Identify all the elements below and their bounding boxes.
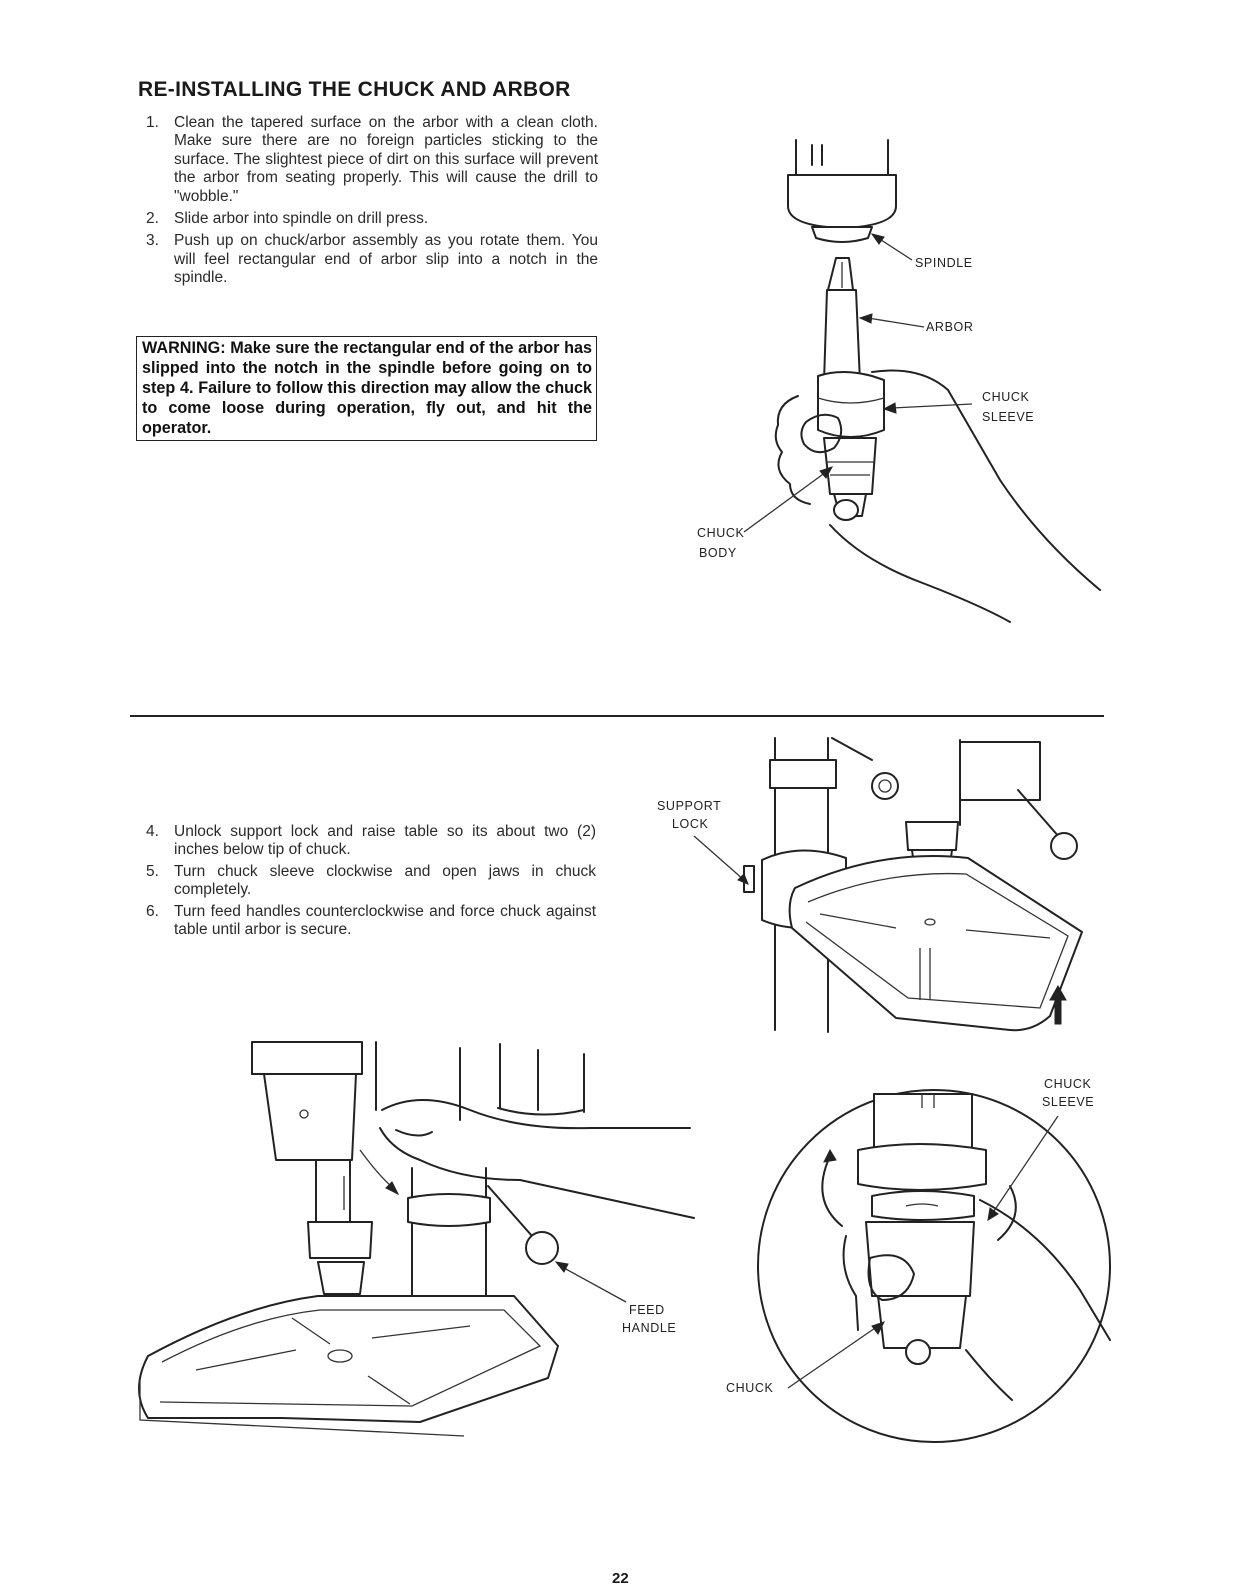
step-number: 5. [146,862,159,880]
step-text: Slide arbor into spindle on drill press. [174,210,429,228]
step-number: 3. [146,232,159,250]
label-spindle: SPINDLE [915,256,973,270]
figure-feed-handle-illustration [139,1042,694,1436]
figure-chuck-detail-illustration [758,1090,1110,1442]
label-chuck-sleeve-line2: SLEEVE [982,410,1035,424]
figure-spindle-arbor-illustration [744,140,1100,622]
label-chuck-sleeve-2-line1: CHUCK [1044,1077,1092,1091]
label-support-lock-line1: SUPPORT [657,799,722,813]
label-chuck-body-line2: BODY [699,546,737,560]
step-text: Turn chuck sleeve clockwise and open jaws in chuck completely. [174,862,596,899]
label-chuck-sleeve-2-line2: SLEEVE [1042,1095,1095,1109]
step-text: Unlock support lock and raise table so its about two (2) inches below tip of chuck. [174,823,596,859]
step-text: Push up on chuck/arbor assembly as you rotate them. You will feel rectangular end of arbor slip into a notch in the spindle. [174,232,598,287]
page-number: 22 [612,1570,629,1587]
figure-support-lock-illustration [694,738,1082,1032]
step-text: Turn feed handles counterclockwise and force chuck against table until arbor is secure. [174,902,596,939]
step-number: 6. [146,902,159,920]
label-feed-handle-line1: FEED [629,1303,665,1317]
step-number: 1. [146,114,159,131]
label-feed-handle-line2: HANDLE [622,1321,677,1335]
step-number: 4. [146,823,159,840]
label-chuck-sleeve-line1: CHUCK [982,390,1030,404]
label-arbor: ARBOR [926,320,974,334]
step-number: 2. [146,210,159,228]
warning-box: WARNING: Make sure the rectangular end of the arbor has slipped into the notch in the spindle before going on to step 4. Failure to follow this direction may allow the chuck to come loose during operation, fly out, and hit the operator. [136,336,597,441]
label-support-lock-line2: LOCK [672,817,709,831]
section-heading: RE-INSTALLING THE CHUCK AND ARBOR [138,78,571,101]
step-text: Clean the tapered surface on the arbor with a clean cloth. Make sure there are no foreign particles sticking to the surface. The slightest piece of dirt on this surface will prevent the arbor from seating properly. This will cause the drill to "wobble." [174,114,598,205]
label-chuck-body-line1: CHUCK [697,526,745,540]
label-chuck: CHUCK [726,1381,774,1395]
